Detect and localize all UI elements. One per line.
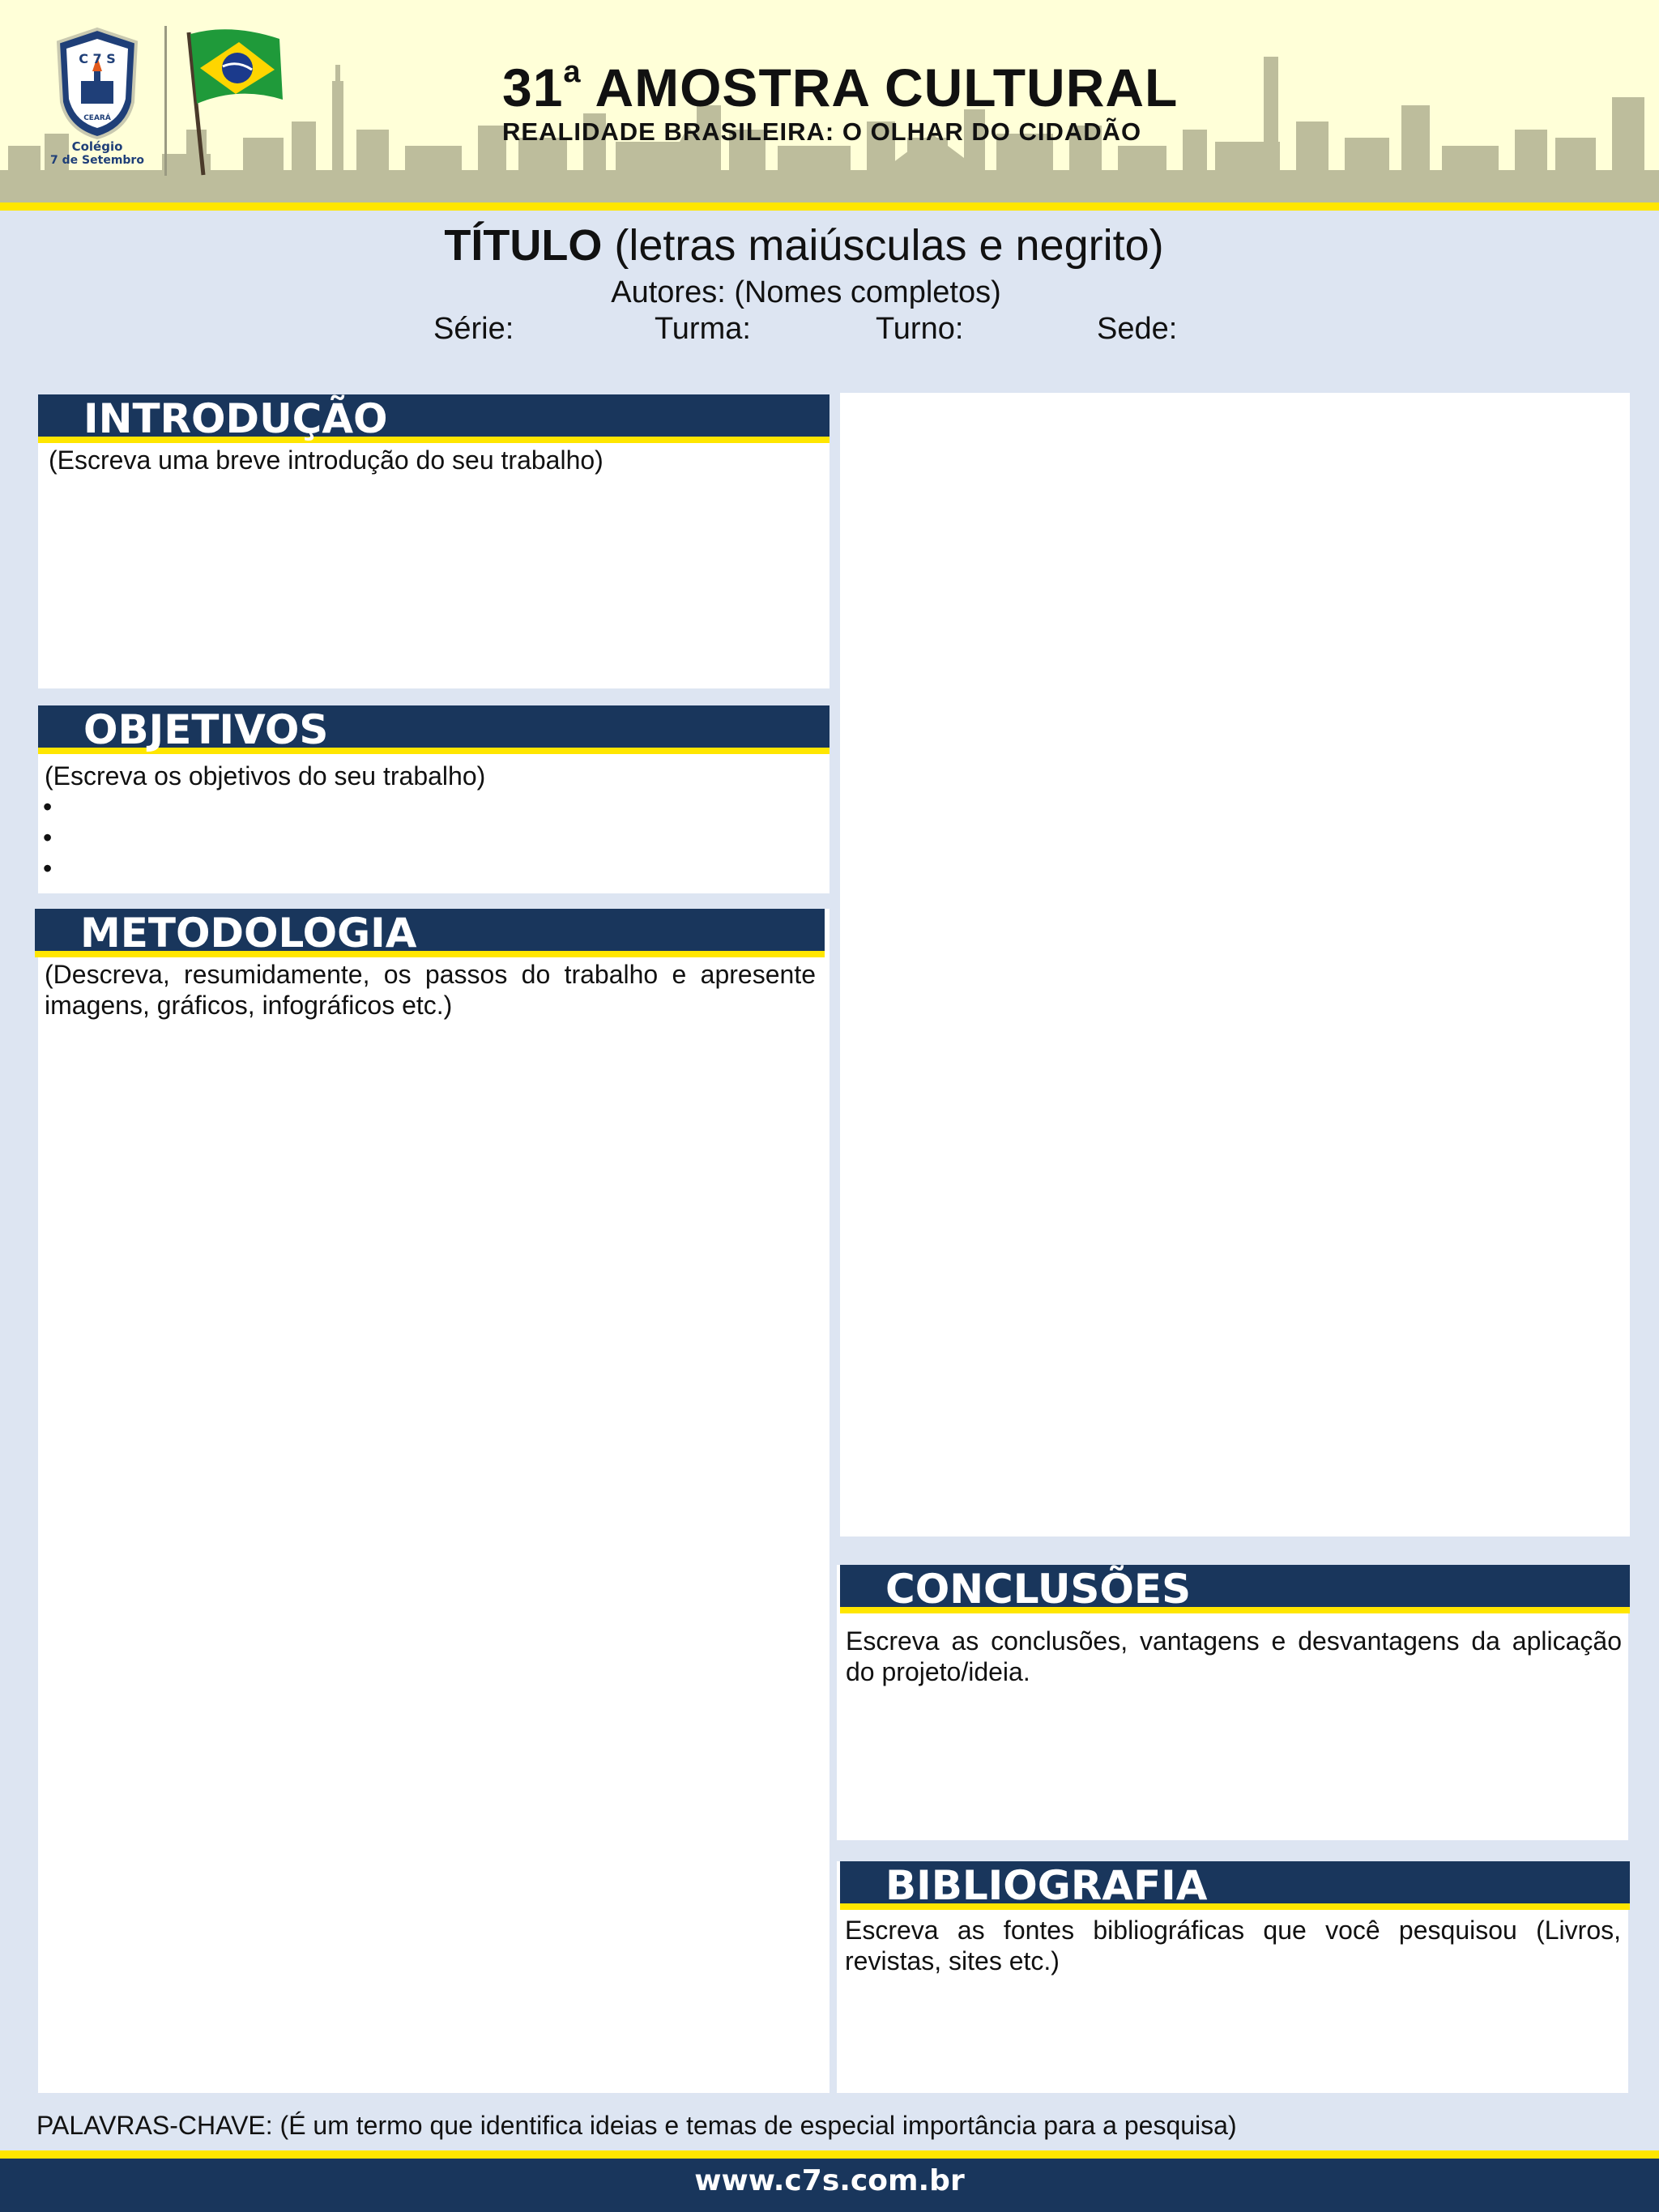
objetivos-bullet: •	[43, 854, 53, 883]
sede-label: Sede:	[1097, 312, 1178, 346]
bibliografia-heading: BIBLIOGRAFIA	[885, 1862, 1208, 1909]
objetivos-text: (Escreva os objetivos do seu trabalho)	[45, 761, 486, 791]
event-ordinal: a	[563, 55, 582, 89]
website-link[interactable]: www.c7s.com.br	[694, 2164, 965, 2197]
poster-title-hint: (letras maiúsculas e negrito)	[602, 221, 1164, 270]
footer-yellow-rule	[0, 2150, 1659, 2159]
keywords-line: PALAVRAS-CHAVE: (É um termo que identifica ideias e temas de especial importância para a pesquisa)	[36, 2111, 1237, 2140]
logo-divider	[164, 26, 167, 176]
metodologia-panel	[38, 909, 830, 2093]
introducao-heading: INTRODUÇÃO	[83, 395, 388, 442]
conclusoes-text: Escreva as conclusões, vantagens e desvantagens da aplicação do projeto/ideia.	[846, 1626, 1622, 1686]
objetivos-heading: OBJETIVOS	[83, 706, 329, 753]
introducao-text: (Escreva uma breve introdução do seu trabalho)	[49, 445, 603, 475]
bibliografia-text: Escreva as fontes bibliográficas que você pesquisou (Livros, revistas, sites etc.)	[845, 1916, 1621, 1975]
objetivos-bullet: •	[43, 792, 53, 821]
event-title-rest: AMOSTRA CULTURAL	[581, 58, 1179, 117]
introducao-header	[38, 394, 830, 443]
event-title	[502, 57, 1178, 118]
header-yellow-rule	[0, 202, 1659, 211]
logo-state: CEARÁ	[83, 114, 111, 122]
conclusoes-header	[840, 1565, 1630, 1613]
poster-title	[0, 220, 1608, 271]
objetivos-header	[38, 705, 830, 754]
image-placeholder-panel	[840, 393, 1630, 1536]
turno-label: Turno:	[876, 312, 964, 346]
poster-title-bold: TÍTULO	[444, 221, 603, 270]
conclusoes-heading: CONCLUSÕES	[885, 1566, 1192, 1613]
metodologia-heading: METODOLOGIA	[80, 910, 417, 957]
authors-line: Autores: (Nomes completos)	[611, 275, 1001, 309]
objetivos-bullet: •	[43, 823, 53, 852]
metodologia-header	[35, 909, 825, 957]
turma-label: Turma:	[655, 312, 751, 346]
bibliografia-header	[840, 1861, 1630, 1910]
event-subtitle: REALIDADE BRASILEIRA: O OLHAR DO CIDADÃO	[502, 117, 1142, 146]
brazil-flag-icon	[182, 23, 288, 177]
school-logo	[49, 24, 146, 166]
metodologia-text: (Descreva, resumidamente, os passos do trabalho e apresente imagens, gráficos, infográficos etc.)	[45, 960, 816, 1020]
event-number: 31	[502, 58, 564, 117]
logo-name-line2: 7 de Setembro	[50, 154, 144, 166]
logo-name-line1: Colégio	[71, 139, 123, 154]
logo-text: C 7 S	[79, 51, 116, 66]
serie-label: Série:	[433, 312, 514, 346]
